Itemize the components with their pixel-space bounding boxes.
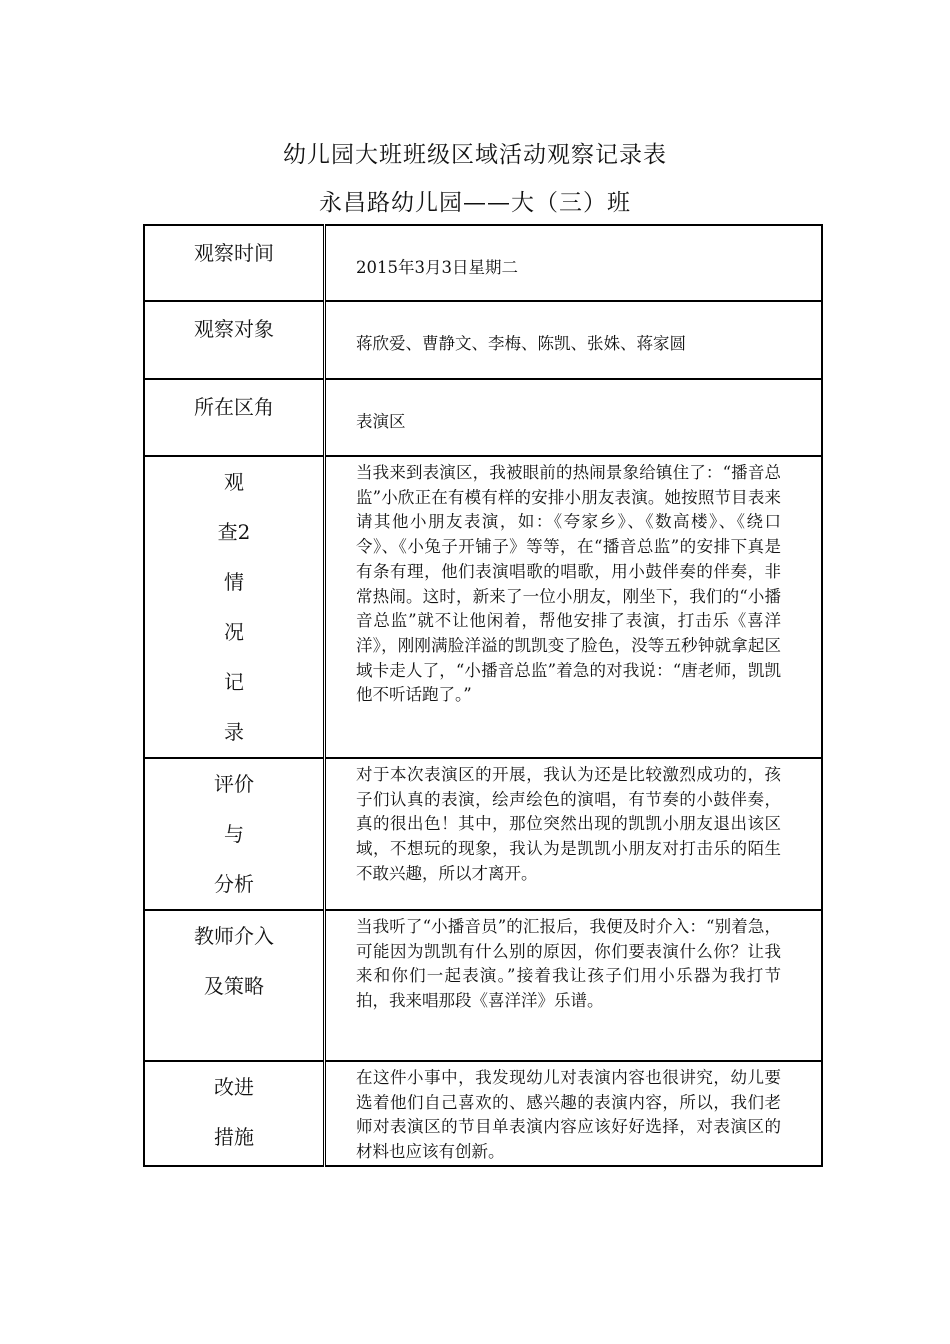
label-cell-evaluation — [144, 758, 325, 910]
subject-label: 观察对象 — [194, 317, 274, 341]
table-row-subject — [144, 301, 822, 379]
table-row-time — [144, 225, 822, 301]
label-cell-area — [144, 379, 325, 456]
table-row-intervention — [144, 910, 822, 1061]
observation-label-line: 情 — [224, 570, 244, 594]
evaluation-text: 对于本次表演区的开展，我认为还是比较激烈成功的，孩子们认真的表演，绘声绘色的演唱，有节奏的小鼓伴奏，真的很出色！其中，那位突然出现的凯凯小朋友退出该区域，不想玩的现象，我认为是凯凯小朋友对打击乐的陌生不敢兴趣，所以才离开。 — [325, 758, 823, 910]
intervention-label-line: 教师介入 — [194, 924, 274, 948]
document-subtitle: 永昌路幼儿园——大（三）班 — [319, 190, 631, 216]
evaluation-label-line: 评价 — [214, 772, 254, 796]
table-row-area — [144, 379, 822, 456]
observation-record-table — [143, 224, 823, 1167]
table-row-evaluation — [144, 758, 822, 910]
area-value: 表演区 — [325, 379, 823, 456]
label-cell-intervention — [144, 910, 325, 1061]
observation-label-line: 况 — [224, 620, 244, 644]
evaluation-label-line: 分析 — [214, 872, 254, 896]
observation-label-line: 观 — [224, 470, 244, 494]
improvement-label-line: 改进 — [214, 1075, 254, 1099]
observation-label-line: 录 — [224, 720, 244, 744]
evaluation-label-line: 与 — [224, 822, 244, 846]
area-label: 所在区角 — [194, 395, 274, 419]
label-cell-time — [144, 225, 325, 301]
table-row-observation — [144, 456, 822, 758]
time-label: 观察时间 — [194, 241, 274, 265]
subject-value: 蒋欣爱、曹静文、李梅、陈凯、张姝、蒋家圆 — [325, 301, 823, 379]
table-row-improvement — [144, 1061, 822, 1166]
time-value: 2015年3月3日星期二 — [325, 225, 823, 301]
observation-label-line: 查2 — [217, 520, 251, 544]
label-cell-observation — [144, 456, 325, 758]
improvement-label-line: 措施 — [214, 1125, 254, 1149]
observation-label-line: 记 — [224, 670, 244, 694]
observation-text: 当我来到表演区，我被眼前的热闹景象给镇住了：“播音总监”小欣正在有模有样的安排小朋友表演。她按照节目表来请其他小朋友表演，如：《夸家乡》、《数高楼》、《绕口令》、《小兔子开铺子》等等，在“播音总监”的安排下真是有条有理，他们表演唱歌的唱歌，用小鼓伴奏的伴奏，非常热闹。这时，新来了一位小朋友，刚坐下，我们的“小播音总监”就不让他闲着，帮他安排了表演，打击乐《喜洋洋》，刚刚满脸洋溢的凯凯变了脸色，没等五秒钟就拿起区域卡走人了，“小播音总监”着急的对我说：“唐老师，凯凯他不听话跑了。” — [325, 456, 823, 758]
intervention-label-line: 及策略 — [204, 974, 264, 998]
label-cell-subject — [144, 301, 325, 379]
improvement-text: 在这件小事中，我发现幼儿对表演内容也很讲究，幼儿要选着他们自己喜欢的、感兴趣的表演内容，所以，我们老师对表演区的节目单表演内容应该好好选择，对表演区的材料也应该有创新。 — [325, 1061, 823, 1166]
intervention-text: 当我听了“小播音员”的汇报后，我便及时介入：“别着急，可能因为凯凯有什么别的原因，你们要表演什么你？让我来和你们一起表演。”接着我让孩子们用小乐器为我打节拍，我来唱那段《喜洋洋》乐谱。 — [325, 910, 823, 1061]
document-title: 幼儿园大班班级区域活动观察记录表 — [283, 142, 667, 168]
label-cell-improvement — [144, 1061, 325, 1166]
